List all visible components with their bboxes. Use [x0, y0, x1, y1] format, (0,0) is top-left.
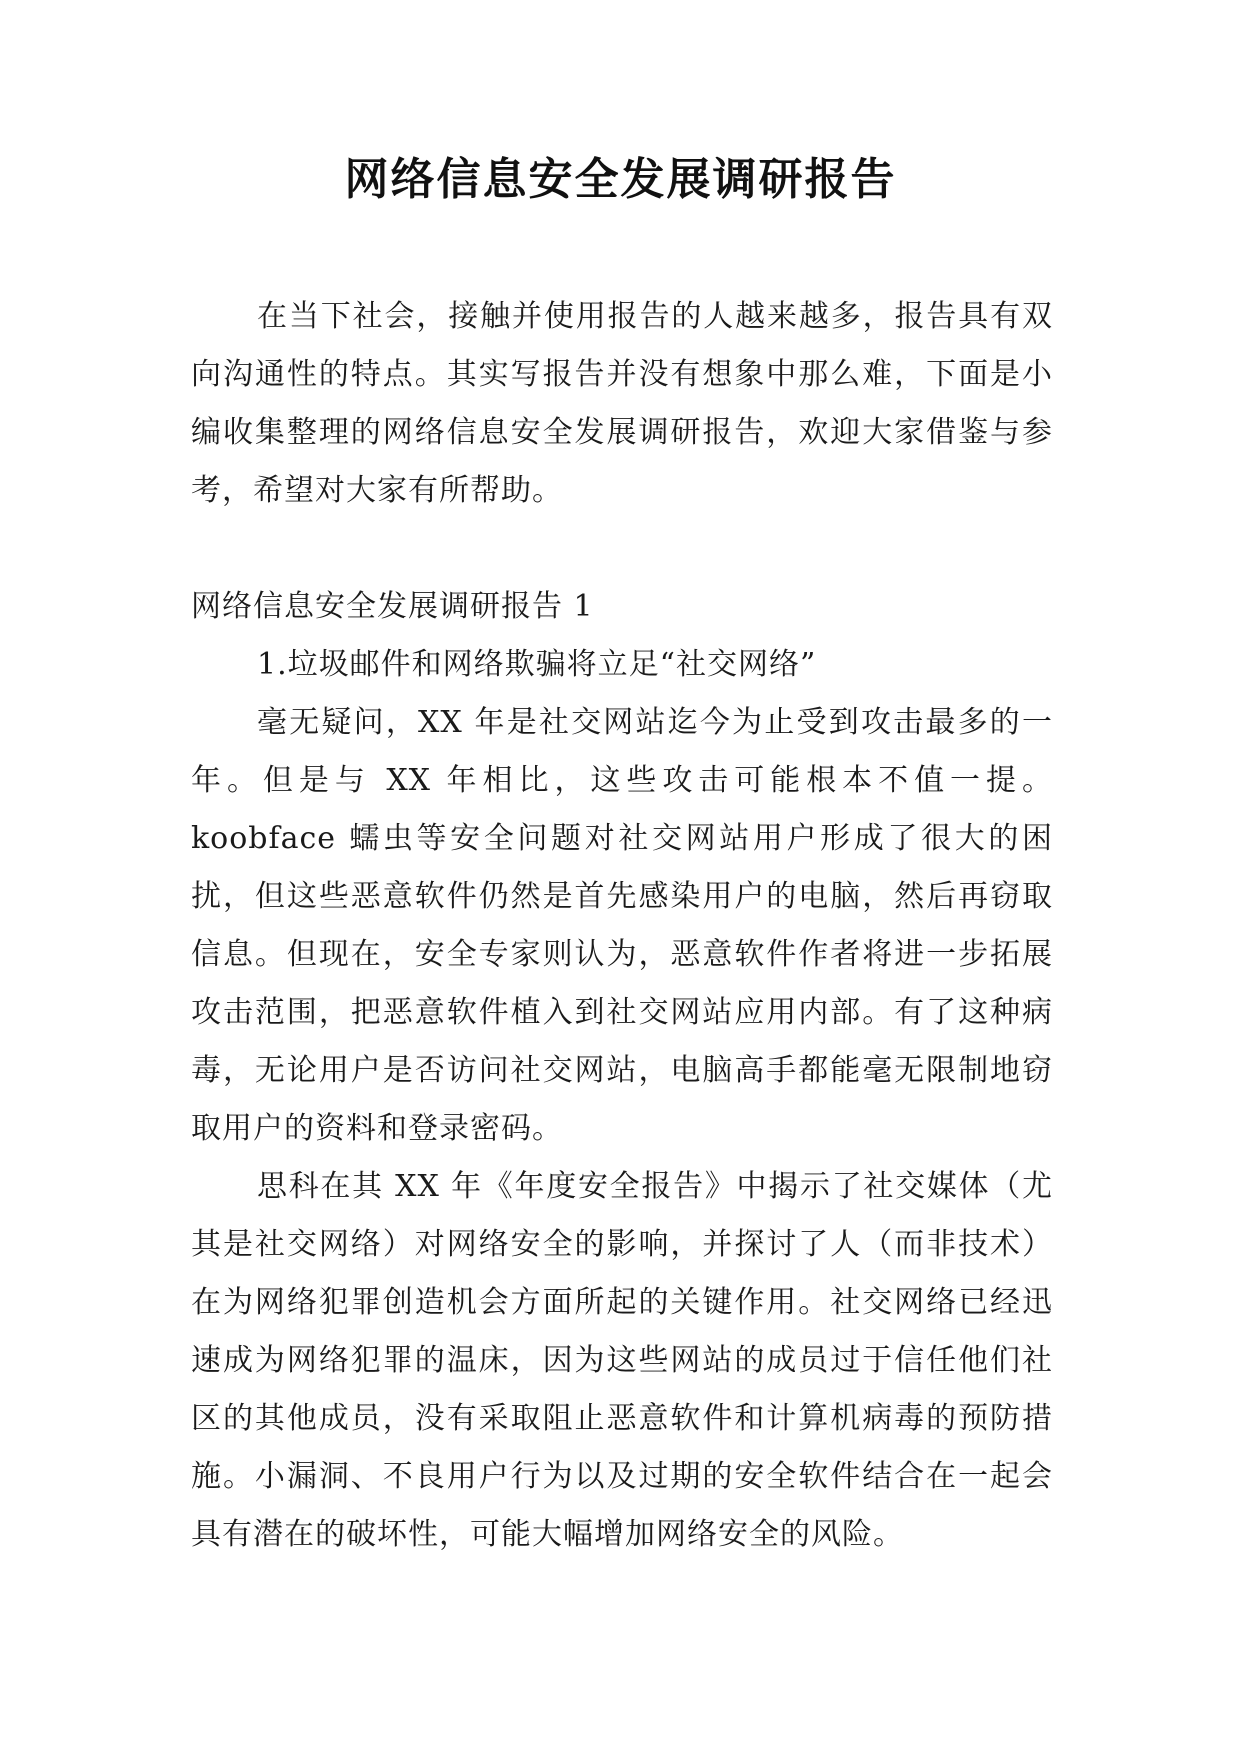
document-body — [191, 288, 1053, 1564]
body-paragraph-2: 思科在其 XX 年《年度安全报告》中揭示了社交媒体（尤其是社交网络）对网络安全的影响，并探讨了人（而非技术）在为网络犯罪创造机会方面所起的关键作用。社交网络已经迅速成为网络犯罪的温床，因为这些网站的成员过于信任他们社区的其他成员，没有采取阻止恶意软件和计算机病毒的预防措施。小漏洞、不良用户行为以及过期的安全软件结合在一起会具有潜在的破坏性，可能大幅增加网络安全的风险。 — [191, 1169, 1053, 1552]
section-heading: 网络信息安全发展调研报告 1 — [191, 589, 594, 624]
intro-paragraph: 在当下社会，接触并使用报告的人越来越多，报告具有双向沟通性的特点。其实写报告并没有想象中那么难，下面是小编收集整理的网络信息安全发展调研报告，欢迎大家借鉴与参考，希望对大家有所帮助。 — [191, 299, 1053, 508]
body-paragraph-1: 毫无疑问，XX 年是社交网站迄今为止受到攻击最多的一年。但是与 XX 年相比，这些攻击可能根本不值一提。koobface 蠕虫等安全问题对社交网站用户形成了很大的困扰，但这些恶意软件仍然是首先感染用户的电脑，然后再窃取信息。但现在，安全专家则认为，恶意软件作者将进一步拓展攻击范围，把恶意软件植入到社交网站应用内部。有了这种病毒，无论用户是否访问社交网站，电脑高手都能毫无限制地窃取用户的资料和登录密码。 — [191, 705, 1053, 1146]
item-heading: 1.垃圾邮件和网络欺骗将立足“社交网络” — [257, 647, 817, 682]
paragraph-spacer — [191, 520, 1053, 578]
document-title: 网络信息安全发展调研报告 — [344, 154, 897, 205]
